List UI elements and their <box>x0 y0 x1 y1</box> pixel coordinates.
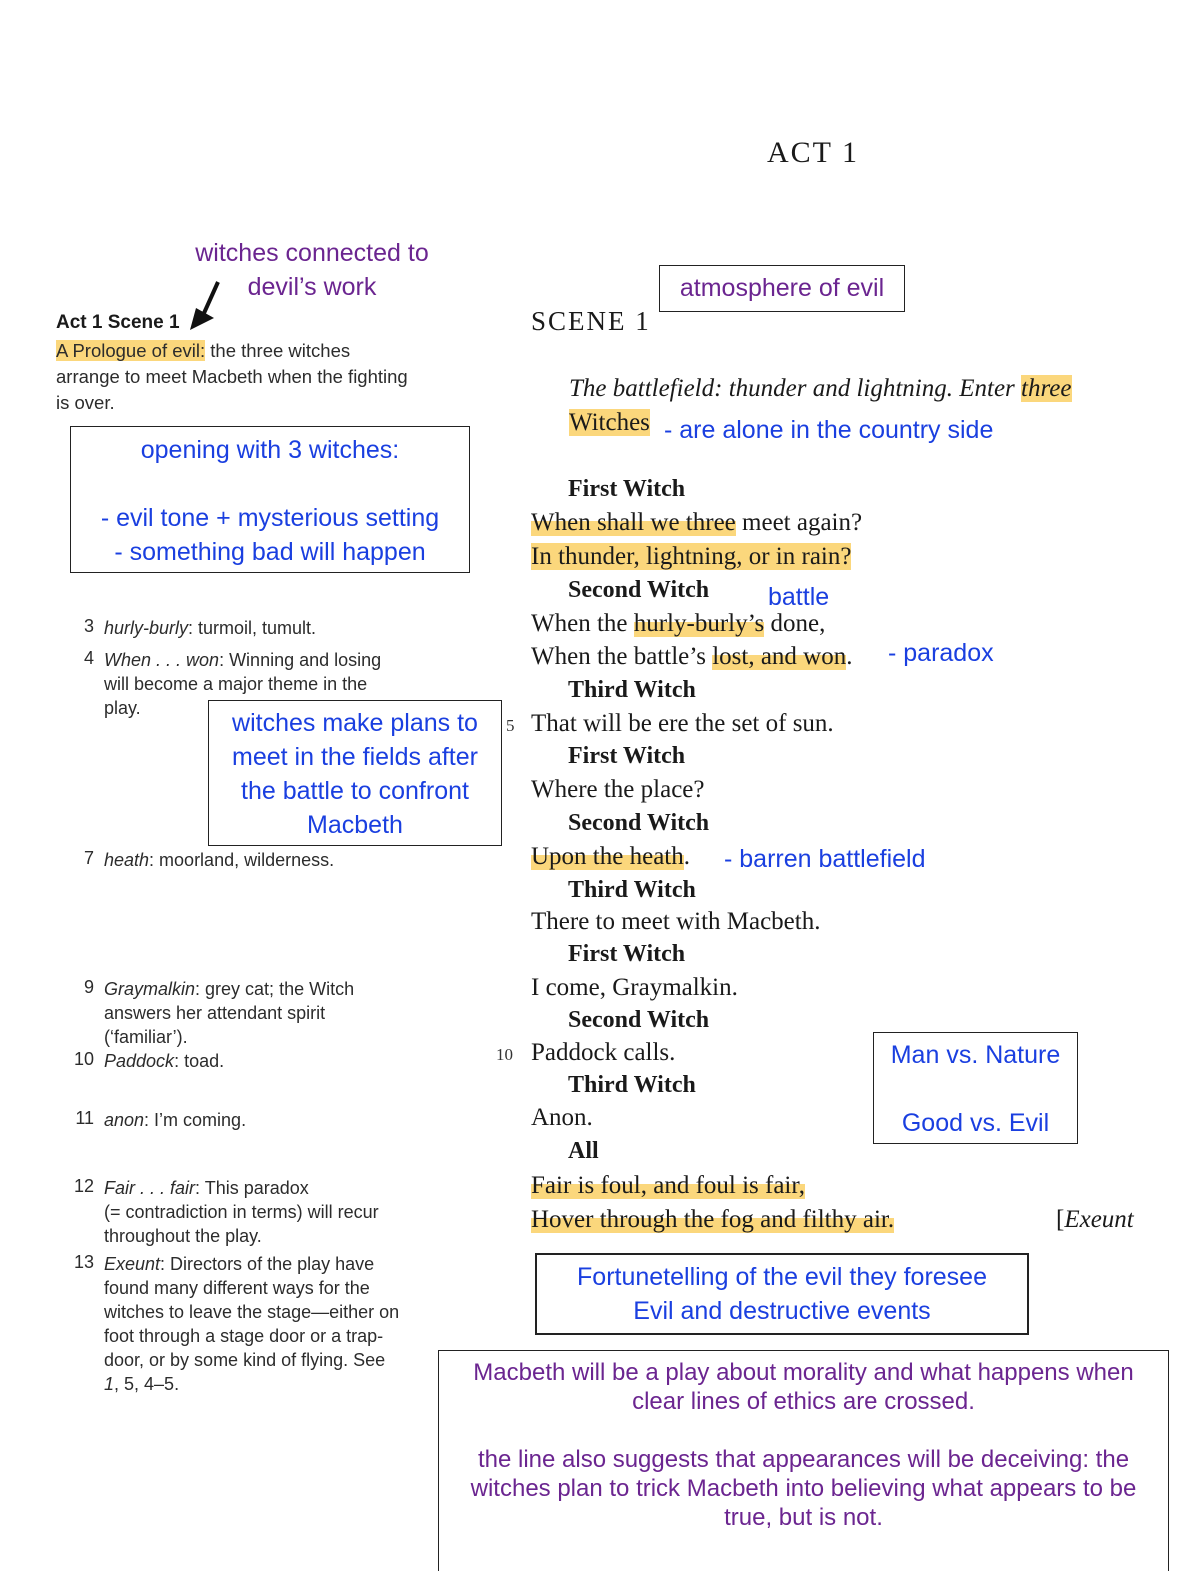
note-text <box>104 616 316 640</box>
note-text <box>104 1252 444 1396</box>
dialogue-line-3 <box>531 610 825 638</box>
dialogue-line-12 <box>531 1172 805 1200</box>
note-number: 11 <box>75 1108 94 1128</box>
annotation-opening-line2: - something bad will happen <box>114 538 426 566</box>
dialogue-text: meet again? <box>735 509 863 536</box>
note-definition-2: will become a major theme in the <box>104 674 368 694</box>
annotation-morality-box <box>438 1350 1169 1571</box>
annotation-morality-line3: the line also suggests that appearances will be deceiving: the <box>477 1446 1130 1473</box>
line-number-5: 5 <box>506 716 515 735</box>
arrow-down-left-icon <box>188 278 228 338</box>
annotation-opening-line1: - evil tone + mysterious setting <box>100 504 440 532</box>
exeunt-text: Exeunt <box>1064 1206 1134 1233</box>
annotation-fortune-line1: Fortunetelling of the evil they foresee <box>577 1263 987 1291</box>
dialogue-text-end: . <box>683 843 690 870</box>
speaker-first-witch-3: First Witch <box>568 941 686 967</box>
annotation-conflict-box <box>873 1032 1078 1144</box>
speaker-first-witch-2: First Witch <box>568 743 686 769</box>
note-definition: : I’m coming. <box>144 1110 247 1130</box>
dialogue-highlight: hurly-burly’s <box>633 610 765 637</box>
annotation-opening-title: opening with 3 witches: <box>140 436 400 464</box>
annotation-morality <box>439 1351 1168 1532</box>
dialogue-text: When the battle’s <box>531 643 713 670</box>
prologue-summary <box>56 338 408 416</box>
annotation-country-side: - are alone in the country side <box>664 416 994 444</box>
note-definition: : moorland, wilderness. <box>149 850 335 870</box>
line-number-10: 10 <box>496 1045 513 1064</box>
note-definition: : Winning and losing <box>219 650 382 670</box>
note-definition-3: play. <box>104 698 141 718</box>
note-text <box>104 1108 246 1132</box>
speaker-third-witch: Third Witch <box>568 677 696 703</box>
annotation-fortune <box>537 1255 1027 1328</box>
left-scene-label: Act 1 Scene 1 <box>56 312 180 333</box>
dialogue-highlight: Fair is foul, and foul is fair, <box>531 1172 805 1199</box>
annotation-opening <box>71 427 469 569</box>
act-title: ACT 1 <box>767 136 859 169</box>
annotation-battle: battle <box>768 583 830 611</box>
note-definition: : turmoil, tumult. <box>188 618 317 638</box>
dialogue-line-8: There to meet with Macbeth. <box>531 908 821 935</box>
note-term: hurly-burly <box>104 618 189 638</box>
prologue-line2: arrange to meet Macbeth when the fighting <box>56 366 408 387</box>
note-term: Graymalkin <box>104 979 196 999</box>
scene-title: SCENE 1 <box>531 306 651 336</box>
note-term: When . . . won <box>104 650 220 670</box>
note-definition: : grey cat; the Witch <box>195 979 355 999</box>
annotation-morality-line2: clear lines of ethics are crossed. <box>632 1388 975 1415</box>
note-text <box>104 1049 224 1073</box>
note-definition-3: throughout the play. <box>104 1226 262 1246</box>
annotation-plans-box <box>208 700 502 846</box>
dialogue-line-10: Paddock calls. <box>531 1039 676 1066</box>
note-definition-5: door, or by some kind of flying. See <box>104 1350 386 1370</box>
annotation-plans-line2: meet in the fields after <box>232 743 478 771</box>
dialogue-highlight: In thunder, lightning, or in rain? <box>531 543 852 570</box>
note-number: 12 <box>73 1176 94 1196</box>
note-definition: : toad. <box>174 1051 225 1071</box>
annotation-paradox: - paradox <box>888 639 994 667</box>
note-term: Exeunt <box>104 1254 161 1274</box>
speaker-second-witch-2: Second Witch <box>568 810 710 836</box>
note-number: 9 <box>83 977 94 997</box>
prologue-highlight: A Prologue of evil: <box>56 340 206 361</box>
dialogue-line-13 <box>531 1206 894 1234</box>
exeunt-bracket: [ <box>1056 1206 1065 1233</box>
annotation-devils-work-line1: witches connected to <box>195 239 429 267</box>
dialogue-line-4 <box>531 643 852 671</box>
note-term: Fair . . . fair <box>104 1178 196 1198</box>
note-number: 7 <box>83 848 94 868</box>
speaker-third-witch-2: Third Witch <box>568 877 696 903</box>
annotation-morality-line4: witches plan to trick Macbeth into believing what appears to be <box>470 1475 1137 1502</box>
dialogue-line-7 <box>531 843 690 871</box>
annotation-opening-box <box>70 426 470 573</box>
dialogue-line-1 <box>531 509 862 537</box>
annotation-morality-line5: true, but is not. <box>724 1504 883 1531</box>
speaker-second-witch: Second Witch <box>568 577 710 603</box>
note-definition-3: witches to leave the stage—either on <box>104 1302 400 1322</box>
stage-direction-line1 <box>569 372 1072 406</box>
annotation-plans-line3: the battle to confront <box>241 777 469 805</box>
note-text <box>104 1176 434 1248</box>
stage-direction-highlight: three <box>1021 375 1072 402</box>
annotation-atmosphere-box <box>659 265 905 312</box>
prologue-line3: is over. <box>56 392 115 413</box>
dialogue-highlight: When shall we three <box>531 509 736 536</box>
speaker-all: All <box>568 1138 599 1164</box>
annotation-plans-line4: Macbeth <box>307 811 403 839</box>
speaker-second-witch-3: Second Witch <box>568 1007 710 1033</box>
dialogue-text-end: done, <box>764 610 826 637</box>
annotation-conflict <box>874 1033 1077 1140</box>
note-definition-2: (= contradiction in terms) will recur <box>104 1202 379 1222</box>
prologue-rest-1: the three witches <box>205 340 351 361</box>
note-definition-4: foot through a stage door or a trap- <box>104 1326 384 1346</box>
annotation-atmosphere: atmosphere of evil <box>679 274 885 302</box>
note-reference-act: 1 <box>104 1374 115 1394</box>
annotation-fortune-line2: Evil and destructive events <box>633 1297 931 1325</box>
note-definition-2: found many different ways for the <box>104 1278 370 1298</box>
speaker-first-witch: First Witch <box>568 476 686 502</box>
note-text <box>104 848 334 872</box>
dialogue-line-6: Where the place? <box>531 776 705 803</box>
annotation-plans-line1: witches make plans to <box>232 709 478 737</box>
stage-direction-exeunt <box>1056 1206 1134 1234</box>
note-number: 3 <box>83 616 94 636</box>
note-definition: : Directors of the play have <box>160 1254 375 1274</box>
note-term: anon <box>104 1110 145 1130</box>
note-text <box>104 977 434 1049</box>
note-term: Paddock <box>104 1051 175 1071</box>
prologue-line1 <box>56 338 408 364</box>
dialogue-line-5: That will be ere the set of sun. <box>531 710 834 737</box>
dialogue-highlight: Upon the heath <box>531 843 684 870</box>
note-reference-rest: , 5, 4–5. <box>114 1374 180 1394</box>
note-definition: : This paradox <box>195 1178 309 1198</box>
dialogue-line-11: Anon. <box>531 1104 593 1131</box>
note-definition-3: (‘familiar’). <box>104 1027 188 1047</box>
dialogue-text-end: . <box>846 643 853 670</box>
dialogue-line-9: I come, Graymalkin. <box>531 974 738 1001</box>
dialogue-highlight: Hover through the fog and filthy air. <box>531 1206 895 1233</box>
annotation-fortune-box <box>535 1253 1029 1335</box>
annotation-barren: - barren battlefield <box>724 845 926 873</box>
note-number: 10 <box>73 1049 94 1069</box>
dialogue-line-2 <box>531 543 851 571</box>
annotation-conflict-line2: Good vs. Evil <box>901 1109 1050 1137</box>
note-number: 4 <box>83 648 94 668</box>
note-term: heath <box>104 850 150 870</box>
stage-direction-text: The battlefield: thunder and lightning. Enter <box>569 375 1022 402</box>
annotation-morality-line1: Macbeth will be a play about morality and what happens when <box>473 1359 1134 1386</box>
annotation-devils-work-line2: devil’s work <box>247 273 377 301</box>
dialogue-text: When the <box>531 610 634 637</box>
note-number: 13 <box>73 1252 94 1272</box>
speaker-third-witch-3: Third Witch <box>568 1072 696 1098</box>
stage-direction-witches: Witches <box>569 409 650 436</box>
note-definition-2: answers her attendant spirit <box>104 1003 326 1023</box>
dialogue-highlight: lost, and won <box>712 643 847 670</box>
annotation-plans <box>209 701 501 842</box>
annotation-conflict-line1: Man vs. Nature <box>890 1041 1061 1069</box>
